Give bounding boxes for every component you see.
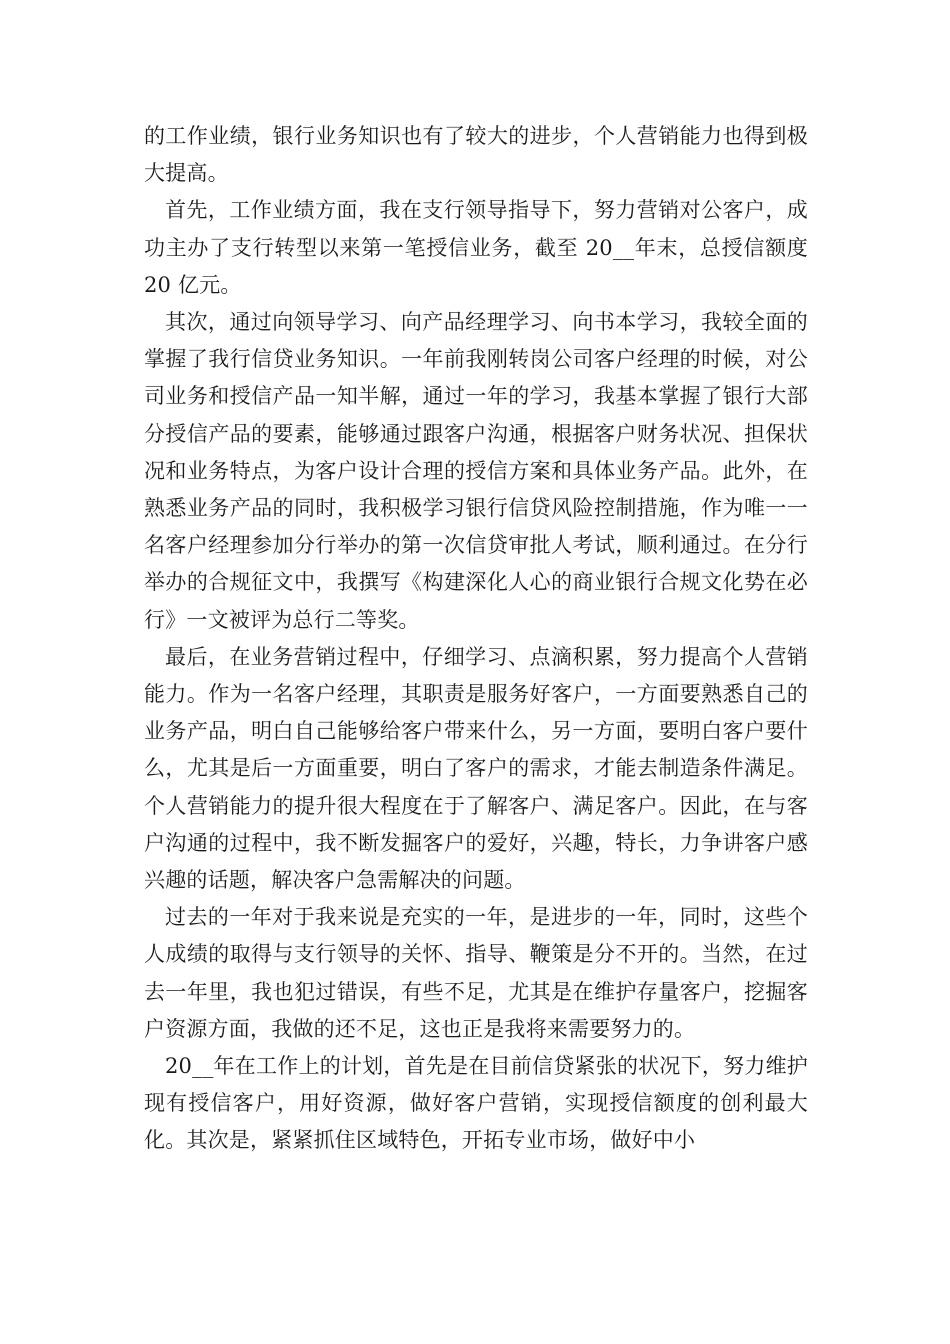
paragraph-continuation: 的工作业绩，银行业务知识也有了较大的进步，个人营销能力也得到极大提高。 bbox=[144, 124, 808, 186]
document-body bbox=[144, 118, 808, 1160]
paragraph-performance: 首先，工作业绩方面，我在支行领导指导下，努力营销对公客户，成功主办了支行转型以来第一笔授信业务，截至 20__年末，总授信额度 20 亿元。 bbox=[144, 198, 808, 297]
paragraph-marketing: 最后，在业务营销过程中，仔细学习、点滴积累，努力提高个人营销能力。作为一名客户经理，其职责是服务好客户，一方面要熟悉自己的业务产品，明白自己能够给客户带来什么，另一方面，要明白客户要什么，尤其是后一方面重要，明白了客户的需求，才能去制造条件满足。个人营销能力的提升很大程度在于了解客户、满足客户。因此，在与客户沟通的过程中，我不断发掘客户的爱好，兴趣，特长，力争讲客户感兴趣的话题，解决客户急需解决的问题。 bbox=[144, 644, 808, 893]
paragraph-knowledge: 其次，通过向领导学习、向产品经理学习、向书本学习，我较全面的掌握了我行信贷业务知识。一年前我刚转岗公司客户经理的时候，对公司业务和授信产品一知半解，通过一年的学习，我基本掌握了银行大部分授信产品的要素，能够通过跟客户沟通，根据客户财务状况、担保状况和业务特点，为客户设计合理的授信方案和具体业务产品。此外，在熟悉业务产品的同时，我积极学习银行信贷风险控制措施，作为唯一一名客户经理参加分行举办的第一次信贷审批人考试，顺利通过。在分行举办的合规征文中，我撰写《构建深化人心的商业银行合规文化势在必行》一文被评为总行二等奖。 bbox=[144, 310, 808, 632]
paragraph-plan: 20__年在工作上的计划，首先是在目前信贷紧张的状况下，努力维护现有授信客户，用好资源，做好客户营销，实现授信额度的创利最大化。其次是，紧紧抓住区域特色，开拓专业市场，做好中小 bbox=[144, 1054, 808, 1153]
paragraph-reflection: 过去的一年对于我来说是充实的一年，是进步的一年，同时，这些个人成绩的取得与支行领导的关怀、指导、鞭策是分不开的。当然，在过去一年里，我也犯过错误，有些不足，尤其是在维护存量客户，挖掘客户资源方面，我做的还不足，这也正是我将来需要努力的。 bbox=[144, 905, 808, 1041]
